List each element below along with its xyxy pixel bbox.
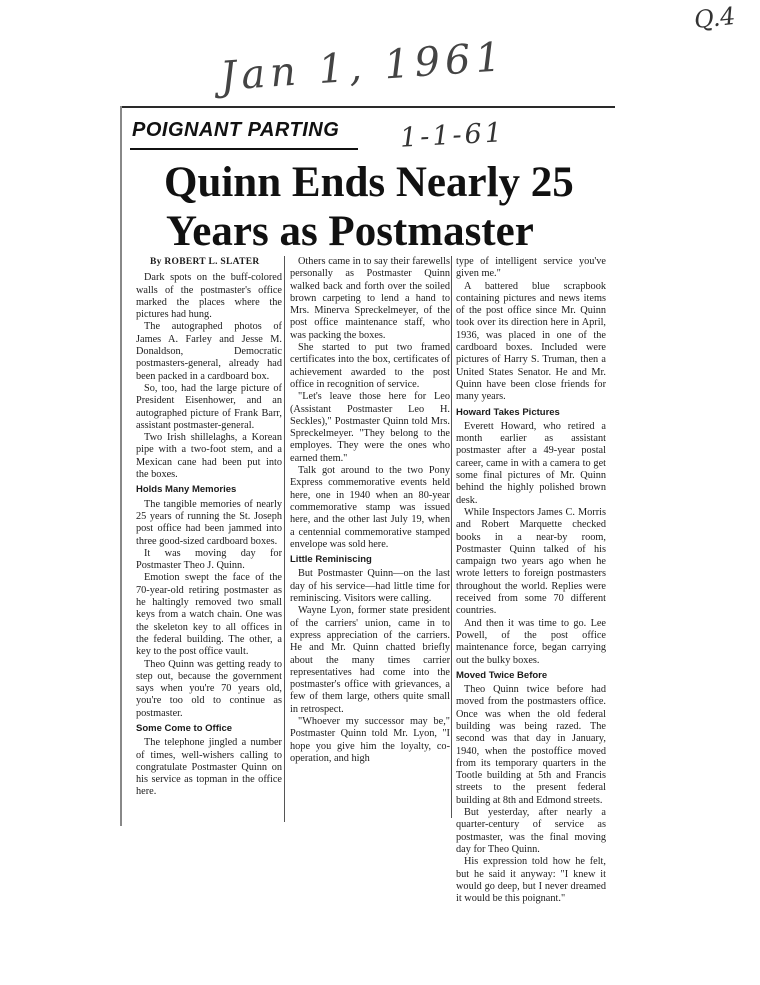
article-column-3 bbox=[456, 256, 606, 905]
headline-line-2: Years as Postmaster bbox=[166, 208, 534, 255]
paragraph: Everett Howard, who retired a month earlier as assistant postmaster after a 49-year postal career, came in with a camera to get some final pictures of Mr. Quinn behind the highly polished brown desk. bbox=[456, 420, 606, 506]
paragraph: The tangible memories of nearly 25 years of running the St. Joseph post office had been jammed into three good-sized cardboard boxes. bbox=[136, 498, 282, 547]
paragraph: So, too, had the large picture of President Eisenhower, and an autographed picture of Frank Barr, assistant postmaster-general. bbox=[136, 382, 282, 431]
article-column-2 bbox=[290, 256, 450, 765]
paragraph: Emotion swept the face of the 70-year-old retiring postmaster as he haltingly removed two small keys from a watch chain. One was the skeleton key to all offices in the federal building. The other, a key to the post office vault. bbox=[136, 572, 282, 658]
kicker-label: POIGNANT PARTING bbox=[132, 119, 340, 141]
paragraph: While Inspectors James C. Morris and Robert Marquette checked books in a near-by room, Postmaster Quinn talked of his campaign two years ago when he wrote letters to foreign postmasters throughout the world. Replies were received from some 70 different countries. bbox=[456, 506, 606, 617]
kicker-underline bbox=[130, 148, 358, 150]
paragraph: But Postmaster Quinn—on the last day of his service—had little time for reminiscing. Visitors were calling. bbox=[290, 568, 450, 605]
byline: By ROBERT L. SLATER bbox=[150, 257, 260, 267]
subheading: Holds Many Memories bbox=[136, 484, 237, 496]
paragraph: She started to put two framed certificates into the box, certificates of achievement awarded to the post office in recognition of service. bbox=[290, 342, 450, 390]
page-number-annotation: Q.4 bbox=[692, 1, 737, 35]
paragraph: Two Irish shillelaghs, a Korean pipe with a two-foot stem, and a Mexican cane had been put into the boxes. bbox=[136, 432, 282, 481]
subheading: Moved Twice Before bbox=[456, 669, 548, 681]
paragraph: It was moving day for Postmaster Theo J. Quinn. bbox=[136, 547, 282, 572]
clipping-top-rule bbox=[120, 106, 615, 108]
paragraph: A battered blue scrapbook containing pictures and news items of the post office since Mr. Quinn took over its direction here in April, 1936, was placed in one of the cardboard boxes. Included were pictures of Harry S. Truman, then a United States Senator. He and Mr. Quinn have been close friends for many years. bbox=[456, 280, 606, 403]
paragraph: And then it was time to go. Lee Powell, of the post office maintenance force, began carrying out the bulky boxes. bbox=[456, 617, 606, 666]
paragraph: Theo Quinn was getting ready to step out, because the government says when you're 70 years old, you're too old to continue as postmaster. bbox=[136, 658, 282, 719]
column-divider bbox=[284, 256, 285, 822]
column-divider bbox=[451, 256, 452, 818]
paragraph: "Whoever my successor may be," Postmaster Quinn told Mr. Lyon, "I hope you give him the loyalty, co-operation, and high bbox=[290, 715, 450, 764]
paragraph: But yesterday, after nearly a quarter-century of service as postmaster, was the final moving day for Theo Quinn. bbox=[456, 807, 606, 855]
paragraph: Wayne Lyon, former state president of the carriers' union, came in to express appreciation of the carriers. He and Mr. Quinn chatted briefly about the many times carrier representatives had come into the postmaster's office with grievances, a few of them large, others quite small in retrospect. bbox=[290, 605, 450, 715]
paragraph: Dark spots on the buff-colored walls of the postmaster's office marked the places where the pictures had hung. bbox=[136, 272, 282, 321]
paragraph: Theo Quinn twice before had moved from the postmasters office. Once was when the old federal building was being razed. The second was that day in January, 1940, when the postoffice moved from its temporary quarters in the Tootle building at 5th and Francis streets to the present federal building at 8th and Edmond streets. bbox=[456, 684, 606, 806]
article-column-1 bbox=[136, 256, 282, 799]
paragraph: Others came in to say their farewells personally as Postmaster Quinn walked back and forth over the soiled brown carpeting to lend a hand to Mrs. Minerva Spreckelmeyer, of the post office maintenance staff, who was packing the boxes. bbox=[290, 256, 450, 341]
paragraph-continued: type of intelligent service you've given me." bbox=[456, 256, 606, 280]
subheading: Howard Takes Pictures bbox=[456, 406, 560, 418]
paragraph: "Let's leave those here for Leo (Assistant Postmaster Leo H. Seckles)," Postmaster Quinn told Mrs. Spreckelmeyer. "They belong to the employes. They were the ones who earned them." bbox=[290, 391, 450, 464]
handwritten-date: Jan 1, 1961 bbox=[218, 34, 508, 100]
subheading: Some Come to Office bbox=[136, 722, 233, 734]
subheading: Little Reminiscing bbox=[290, 554, 372, 566]
clipping-left-rule bbox=[120, 106, 122, 826]
headline-line-1: Quinn Ends Nearly 25 bbox=[164, 159, 574, 206]
paragraph: His expression told how he felt, but he said it anyway: "I knew it would go deep, but I never dreamed it would be this poignant." bbox=[456, 856, 606, 905]
news-clipping bbox=[120, 106, 620, 905]
paragraph: The autographed photos of James A. Farley and Jesse M. Donaldson, Democratic postmasters-general, already had been packed in a cardboard box. bbox=[136, 321, 282, 382]
handwritten-date-short: 1-1-61 bbox=[399, 117, 506, 154]
paragraph: The telephone jingled a number of times, well-wishers calling to congratulate Postmaster Quinn on his service as topman in the office here. bbox=[136, 737, 282, 798]
paragraph: Talk got around to the two Pony Express commemorative events held here, one in 1940 when an 80-year commemorative stamp was issued here, and the other last July 19, when a centennial commemorative stamped envelope was sold here. bbox=[290, 465, 450, 550]
headline bbox=[164, 158, 584, 256]
